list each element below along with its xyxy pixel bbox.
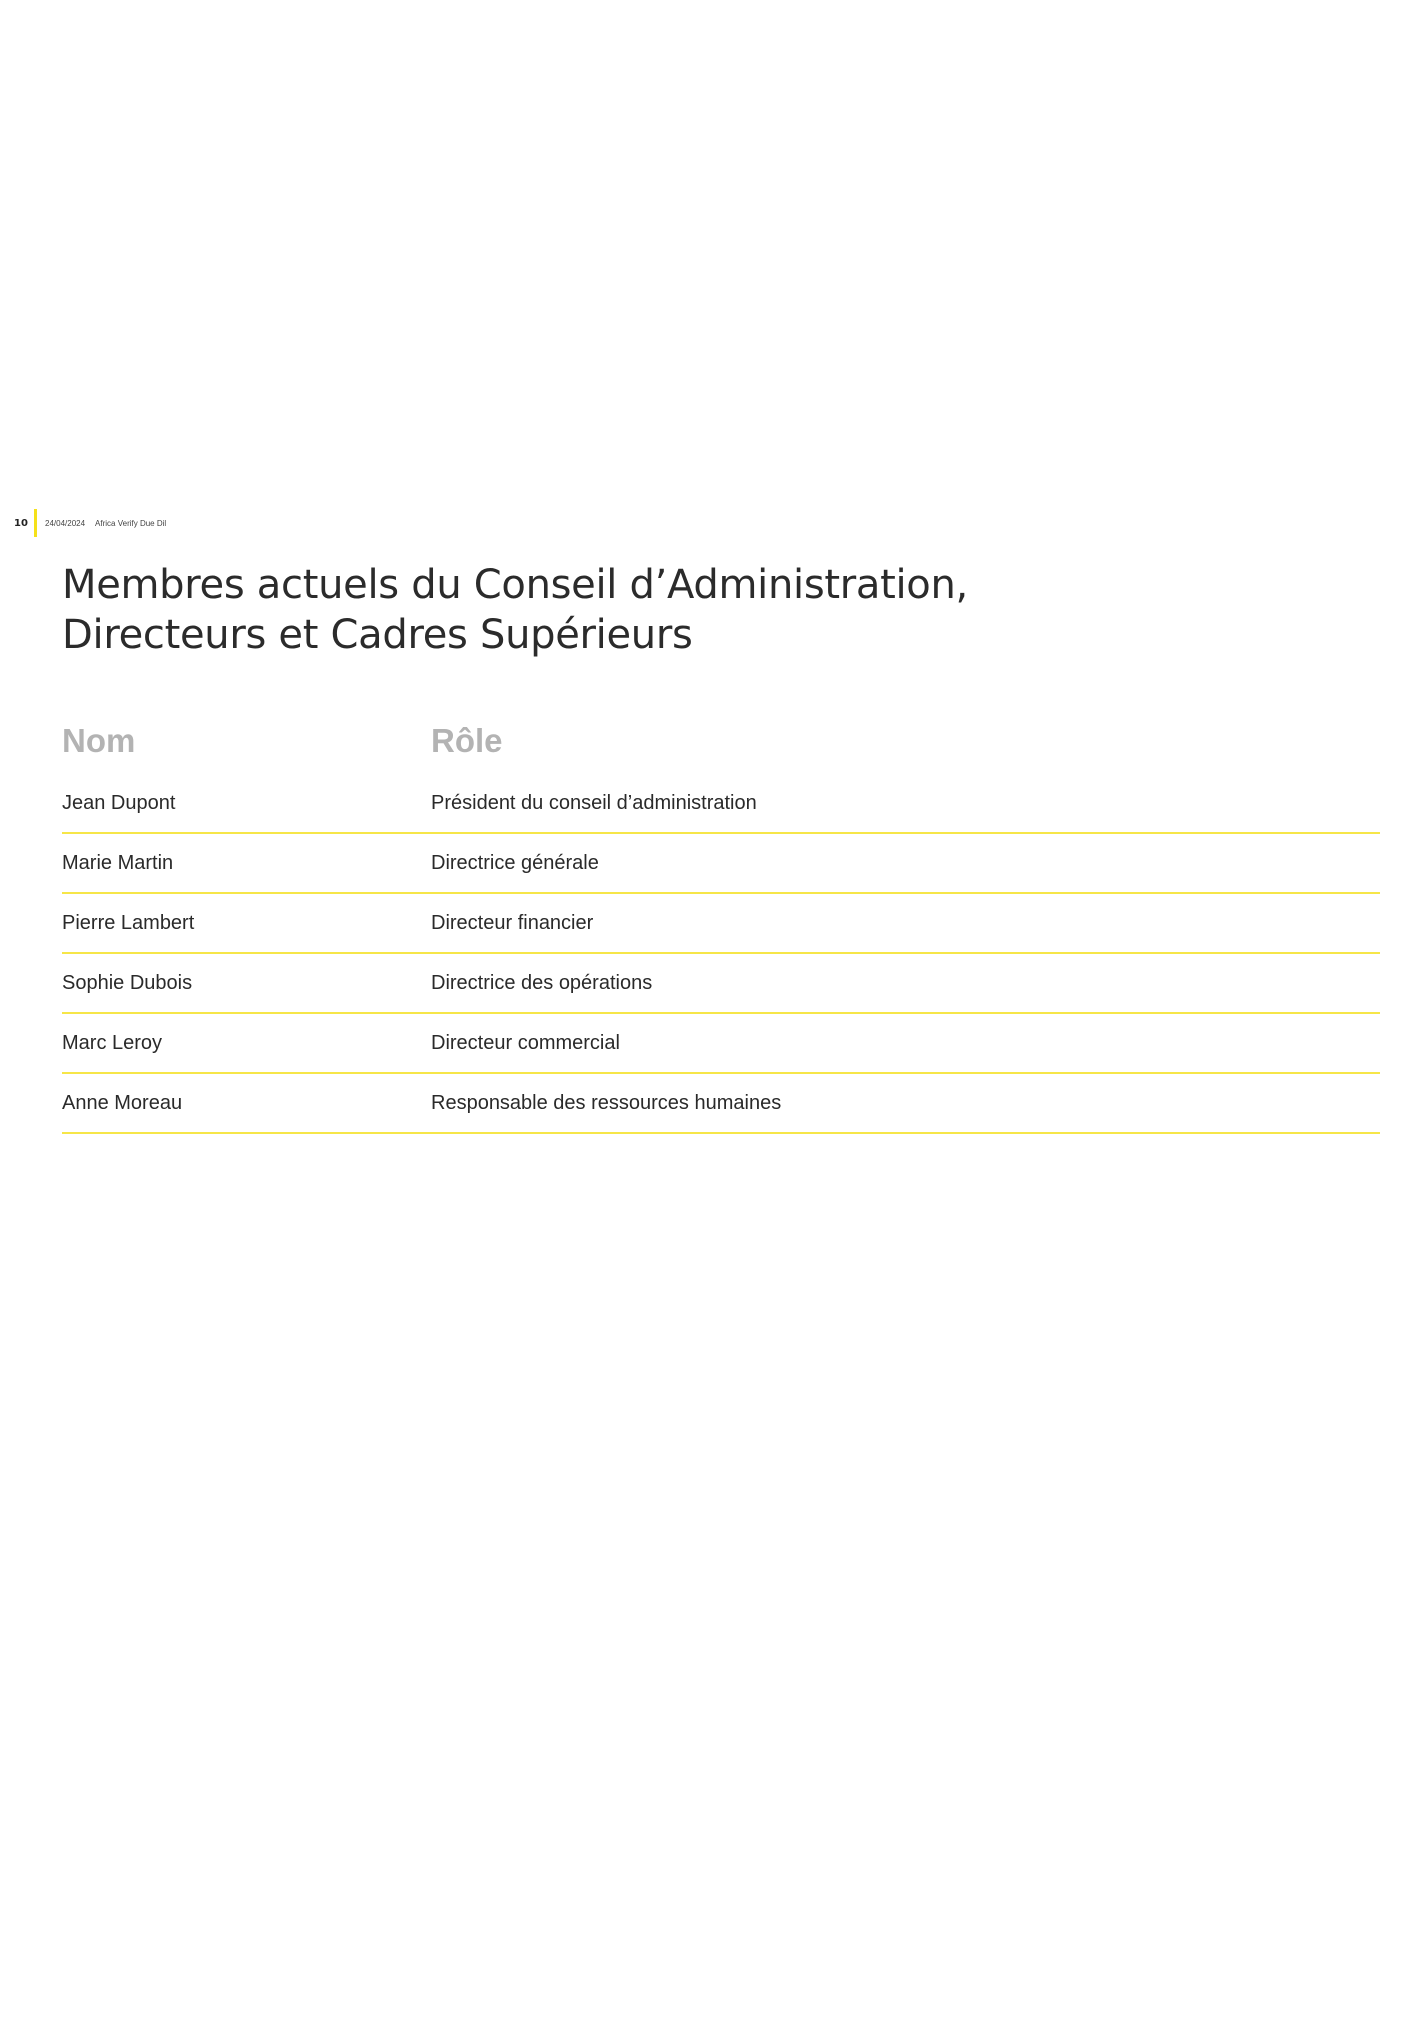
header-date: 24/04/2024: [45, 518, 86, 528]
column-header-name: Nom: [62, 722, 136, 759]
board-members-table: [62, 716, 1380, 1134]
page-title-line-1: Membres actuels du Conseil d’Administration,: [62, 562, 968, 608]
member-name: Anne Moreau: [62, 1091, 183, 1114]
table-header-row: [62, 716, 1380, 766]
member-role: Directeur financier: [431, 911, 594, 934]
member-name: Jean Dupont: [62, 791, 176, 814]
table-row: [62, 774, 1380, 834]
column-header-role: Rôle: [431, 722, 503, 759]
header-document-name: Africa Verify Due Dil: [95, 518, 167, 528]
page-header: [14, 508, 176, 538]
page-title-line-2: Directeurs et Cadres Supérieurs: [62, 612, 693, 658]
member-name: Marc Leroy: [62, 1031, 163, 1054]
table-body: [62, 774, 1380, 1134]
page-title: [62, 560, 1162, 660]
page-number: 10: [14, 517, 28, 529]
table-row: [62, 834, 1380, 894]
member-role: Directeur commercial: [431, 1031, 620, 1054]
table-row: [62, 1014, 1380, 1074]
table-row: [62, 894, 1380, 954]
member-role: Directrice générale: [431, 851, 599, 874]
table-row: [62, 1074, 1380, 1134]
member-name: Pierre Lambert: [62, 911, 195, 934]
table-row: [62, 954, 1380, 1014]
member-name: Sophie Dubois: [62, 971, 193, 994]
member-role: Directrice des opérations: [431, 971, 653, 994]
header-accent-bar: [34, 509, 37, 537]
member-role: Président du conseil d’administration: [431, 791, 757, 814]
member-name: Marie Martin: [62, 851, 174, 874]
member-role: Responsable des ressources humaines: [431, 1091, 782, 1114]
